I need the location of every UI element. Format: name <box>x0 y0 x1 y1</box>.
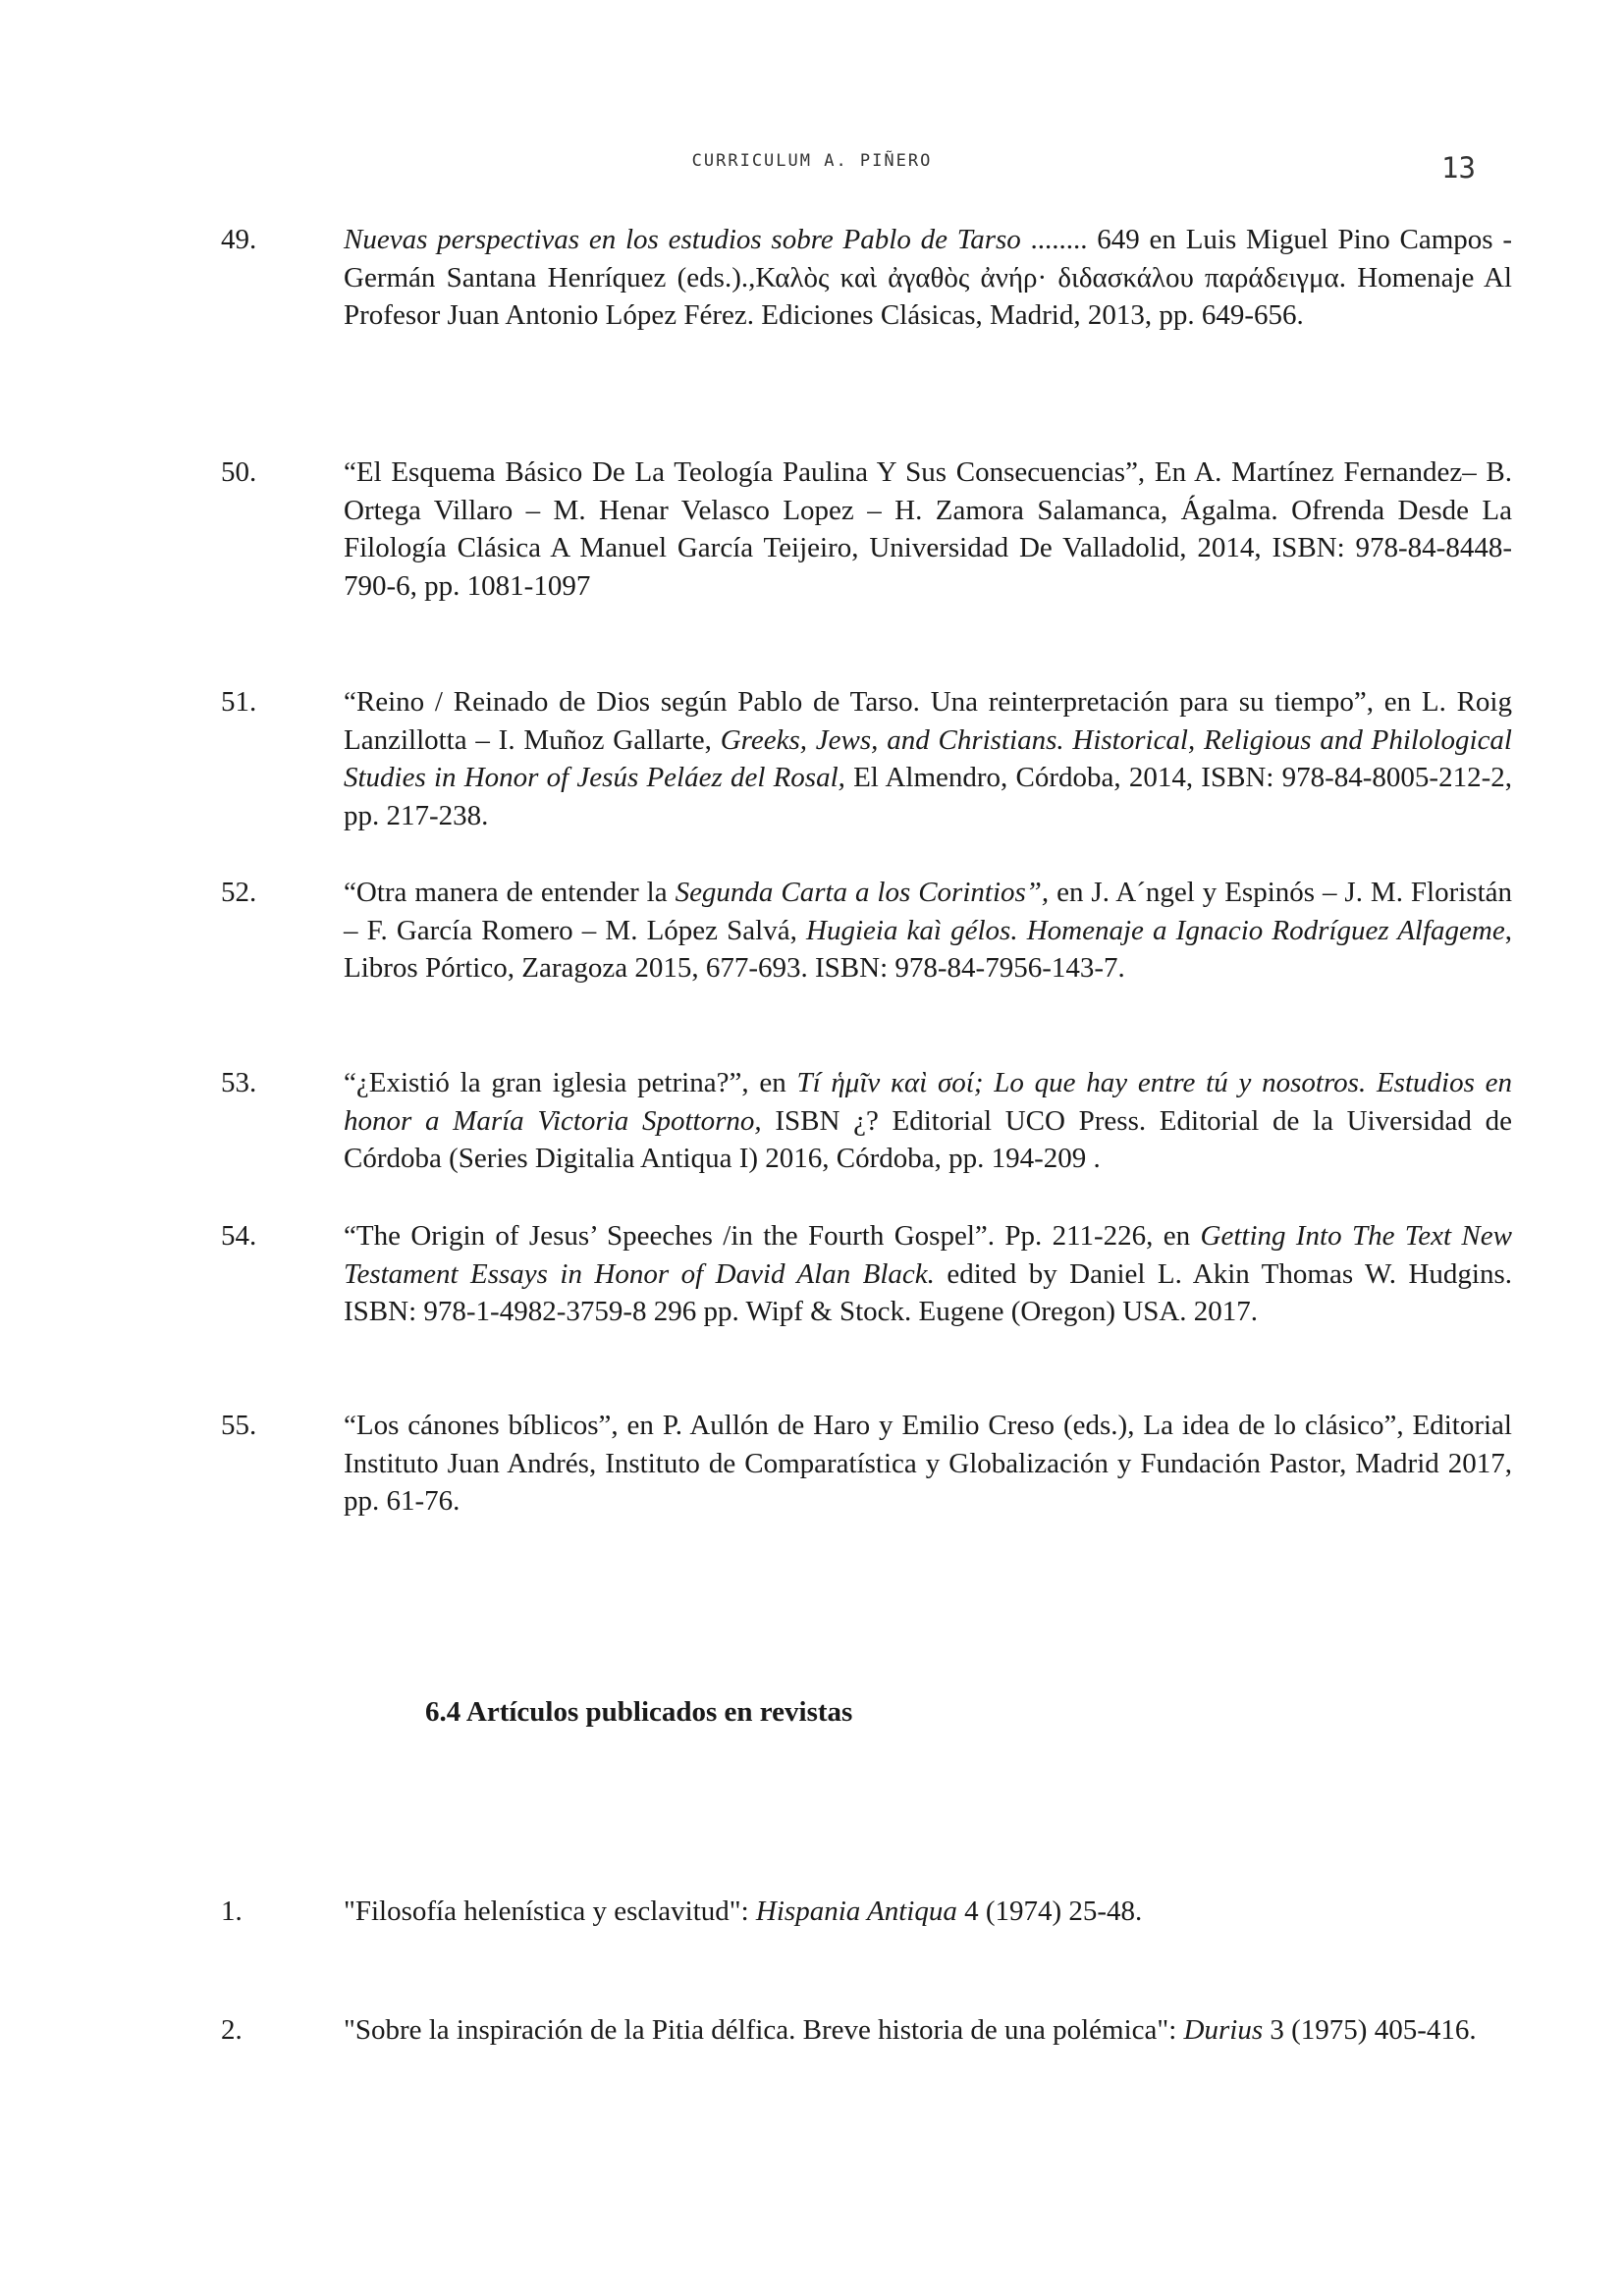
entry-text-segment: “The Origin of Jesus’ Speeches /in the Fourth Gospel”. Pp. 211-226, en <box>344 1220 1201 1252</box>
entry-title-italic: Getting Into The Text New Testament Essays in Honor of David Alan Black. <box>344 1220 1512 1290</box>
entry-text-segment: "Filosofía helenística y esclavitud": <box>344 1896 756 1927</box>
entry-text <box>344 683 1512 834</box>
entry-title-italic: Segunda Carta a los Corintios”, <box>675 877 1050 908</box>
entry-text-segment: , Libros Pórtico, Zaragoza 2015, 677-693. ISBN: 978-84-7956-143-7. <box>344 914 1512 984</box>
entry-title-italic: Greeks, Jews, and Christians. Historical, Religious and Philological Studies in Honor of Jesús Peláez del Rosal, <box>344 723 1512 793</box>
entry-text <box>344 1407 1512 1521</box>
journal-title-italic: Durius <box>1183 2014 1264 2046</box>
entry-text-segment: "Sobre la inspiración de la Pitia délfica. Breve historia de una polémica": <box>344 2014 1184 2046</box>
entry-title-italic: Nuevas perspectivas en los estudios sobre Pablo de Tarso <box>344 224 1021 255</box>
entry-text-segment: 3 (1975) 405-416. <box>1263 2014 1477 2046</box>
running-header: CURRICULUM A. PIÑERO <box>691 151 933 171</box>
entry-text-segment: “Otra manera de entender la <box>344 877 676 908</box>
entry-title-italic: Hugieia kaì gélos. Homenaje a Ignacio Rodríguez Alfageme <box>806 914 1505 946</box>
entry-text <box>344 1893 1512 1931</box>
entry-text-segment: “Los cánones bíblicos”, en P. Aullón de Haro y Emilio Creso (eds.), La idea de lo clásico”, Editorial Instituto Juan Andrés, Instituto de Comparatística y Globalización y Fundación Pastor, Madrid 2017, pp. 61-76. <box>344 1410 1512 1517</box>
entry-text <box>344 221 1512 335</box>
entry-number: 55. <box>221 1410 257 1441</box>
entry-text <box>344 1064 1512 1178</box>
entry-title-italic: Tí ἡμῖν καὶ σοί; Lo que hay entre tú y nosotros. Estudios en honor a María Victoria Spottorno, <box>344 1067 1512 1137</box>
page-number: 13 <box>1441 151 1476 185</box>
entry-number: 49. <box>221 224 257 255</box>
entry-text <box>344 1217 1512 1331</box>
entry-text-segment: El Almendro, Córdoba, 2014, ISBN: 978-84-8005-212-2, pp. 217-238. <box>344 762 1512 831</box>
entry-number: 1. <box>221 1896 243 1927</box>
entry-number: 50. <box>221 456 257 488</box>
entry-text-segment: “¿Existió la gran iglesia petrina?”, en <box>344 1067 797 1098</box>
entry-text-segment: ........ 649 en Luis Miguel Pino Campos - Germán Santana Henríquez (eds.).,Καλὸς καὶ ἀγαθὸς ἀνήρ· διδασκάλου παράδειγμα. Homenaje Al Profesor Juan Antonio López Férez. Ediciones Clásicas, Madrid, 2013, pp. 649-656. <box>344 224 1512 331</box>
entry-number: 2. <box>221 2014 243 2046</box>
entry-number: 53. <box>221 1067 257 1098</box>
entry-text-segment: “El Esquema Básico De La Teología Paulina Y Sus Consecuencias”, En A. Martínez Fernandez– B. Ortega Villaro – M. Henar Velasco Lopez – H. Zamora Salamanca, Ágalma. Ofrenda Desde La Filología Clásica A Manuel García Teijeiro, Universidad De Valladolid, 2014, ISBN: 978-84-8448-790-6, pp. 1081-1097 <box>344 456 1512 602</box>
entry-number: 51. <box>221 686 257 718</box>
entry-text-segment: ISBN ¿? Editorial UCO Press. Editorial de la Uiversidad de Córdoba (Series Digitalia Antiqua I) 2016, Córdoba, pp. 194-209 . <box>344 1104 1512 1174</box>
entry-number: 52. <box>221 877 257 908</box>
entry-text-segment: edited by Daniel L. Akin Thomas W. Hudgins. ISBN: 978-1-4982-3759-8 296 pp. Wipf & Stock. Eugene (Oregon) USA. 2017. <box>344 1257 1512 1327</box>
entry-text <box>344 454 1512 605</box>
journal-title-italic: Hispania Antiqua <box>755 1896 957 1927</box>
section-heading: 6.4 Artículos publicados en revistas <box>425 1696 853 1728</box>
entry-text <box>344 2011 1512 2050</box>
entry-number: 54. <box>221 1220 257 1252</box>
entry-text-segment: “Reino / Reinado de Dios según Pablo de Tarso. Una reinterpretación para su tiempo”, en L. Roig Lanzillotta – I. Muñoz Gallarte, <box>344 686 1512 756</box>
entry-text <box>344 874 1512 988</box>
entry-text-segment: 4 (1974) 25-48. <box>956 1896 1143 1927</box>
entry-text-segment: en J. A´ngel y Espinós – J. M. Floristán – F. García Romero – M. López Salvá, <box>344 877 1512 946</box>
